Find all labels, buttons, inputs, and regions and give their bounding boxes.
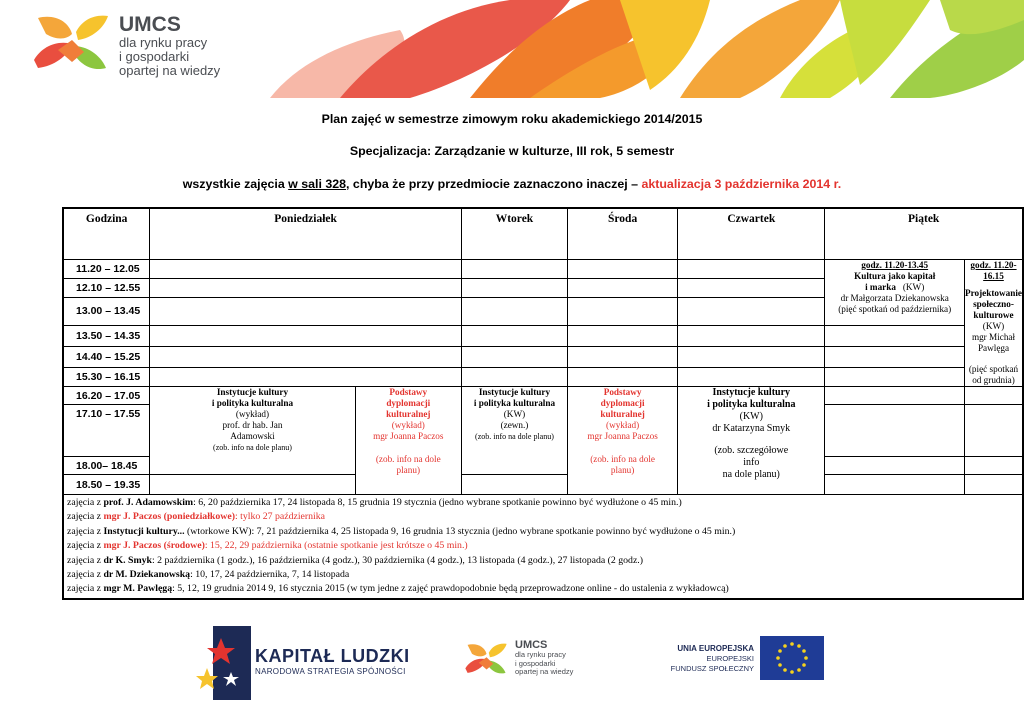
class-title: Podstawy (389, 387, 428, 397)
time-slot: 13.00 – 13.45 (63, 298, 150, 326)
empty-cell (568, 367, 678, 386)
header-banner (0, 0, 1024, 98)
empty-cell (825, 346, 965, 367)
empty-cell (825, 325, 965, 346)
class-monday-dyplomacja (355, 387, 461, 495)
empty-cell (678, 367, 825, 386)
note-teacher: mgr M. Pawlęgą (103, 583, 173, 595)
logo-sub-line: i gospodarki (119, 49, 190, 64)
page-title: Plan zajęć w semestrze zimowym roku akademickiego 2014/2015 (321, 112, 703, 126)
empty-cell (150, 325, 462, 346)
empty-cell (568, 325, 678, 346)
empty-cell (150, 475, 355, 495)
logo-sub-line: opartej na wiedzy (119, 63, 221, 78)
kapital-ludzki-text (255, 646, 410, 676)
class-type: (KW) (739, 411, 763, 422)
class-teacher: mgr Joanna Paczos (587, 431, 658, 441)
umcs-footer-sub: opartej na wiedzy (515, 667, 574, 676)
schedule-notes (63, 495, 1023, 599)
class-title: Podstawy (603, 387, 642, 397)
empty-cell (825, 387, 965, 405)
empty-cell (965, 387, 1024, 405)
note-part1: wszystkie zajęcia (182, 177, 289, 191)
class-time: godz. 11.20-13.45 (861, 260, 929, 270)
empty-cell (678, 325, 825, 346)
class-title: dyplomacji (386, 398, 431, 408)
class-friday-projektowanie (965, 260, 1024, 387)
class-title: i polityka kulturalna (473, 398, 556, 408)
note-pre: zajęcia z (67, 554, 104, 566)
note-room: w sali 328 (288, 177, 347, 191)
room-note (0, 177, 1024, 191)
eu-fund-line: FUNDUSZ SPOŁECZNY (670, 664, 754, 673)
note-teacher: dr K. Smyk (103, 554, 152, 566)
class-title: kulturalnej (600, 409, 645, 419)
note-teacher: mgr J. Paczos (poniedziałkowe) (103, 511, 235, 523)
empty-cell (461, 346, 567, 367)
kapital-ludzki-logo-icon (195, 624, 251, 702)
note-dates: : 15, 22, 29 października (ostatnie spotkanie jest krótsze o 45 min.) (204, 540, 468, 552)
empty-cell (965, 457, 1024, 475)
umcs-footer-text (515, 640, 573, 677)
footer-logos (0, 618, 1024, 725)
class-tuesday-instytucje (461, 387, 567, 475)
class-thursday-instytucje (678, 387, 825, 495)
class-teacher: dr Katarzyna Smyk (712, 423, 791, 434)
time-slot: 15.30 – 16.15 (63, 367, 150, 386)
empty-cell (461, 298, 567, 326)
class-note: (zob. info na dole planu) (475, 432, 554, 441)
specialization-line: Specjalizacja: Zarządzanie w kulturze, III rok, 5 semestr (349, 144, 675, 158)
time-slot: 16.20 – 17.05 (63, 387, 150, 405)
note-pre: zajęcia z (67, 540, 104, 552)
note-line (67, 582, 1019, 596)
class-title: i polityka kulturalna (707, 399, 796, 410)
class-monday-instytucje (150, 387, 355, 475)
header-hour: Godzina (63, 208, 150, 260)
time-slot: 13.50 – 14.35 (63, 325, 150, 346)
class-note: info (743, 457, 760, 468)
class-time: godz. 11.20-16.15 (970, 260, 1017, 281)
note-pre: zajęcia z (67, 525, 104, 537)
note-teacher: prof. J. Adamowskim (103, 497, 194, 508)
class-type: (wykład) (391, 420, 425, 430)
class-extra: (zewn.) (500, 420, 529, 430)
empty-cell (678, 279, 825, 298)
note-pre: zajęcia z (67, 511, 104, 523)
class-note: (zob. info na dole planu) (213, 443, 292, 452)
logo-name: UMCS (119, 13, 181, 36)
empty-cell (825, 367, 965, 386)
class-title: i marka (865, 282, 896, 292)
time-slot: 12.10 – 12.55 (63, 279, 150, 298)
class-teacher: Adamowski (230, 431, 275, 441)
class-note: na dole planu) (722, 469, 780, 480)
note-line (67, 568, 1019, 582)
empty-cell (568, 346, 678, 367)
empty-cell (568, 260, 678, 279)
header-wednesday: Środa (568, 208, 678, 260)
class-title: Instytucje kultury (478, 387, 551, 397)
note-pre: zajęcia z (67, 497, 104, 508)
note-part2: , chyba że przy przedmiocie zaznaczono inaczej – (346, 177, 642, 191)
header-thursday: Czwartek (678, 208, 825, 260)
class-title: i polityka kulturalna (211, 398, 294, 408)
header-friday: Piątek (825, 208, 1023, 260)
empty-cell (965, 475, 1024, 495)
class-note: (zob. info na dole (590, 454, 655, 464)
time-slot: 18.00– 18.45 (63, 457, 150, 475)
empty-cell (461, 475, 567, 495)
empty-cell (965, 405, 1024, 457)
header-monday: Poniedziałek (150, 208, 462, 260)
kl-subtitle: NARODOWA STRATEGIA SPÓJNOŚCI (255, 667, 406, 676)
empty-cell (825, 457, 965, 475)
note-dates: (wtorkowe KW): 7, 21 października 4, 25 listopada 9, 16 grudnia 13 stycznia (jedno wybrane spotkanie powinno być wydłużone o 45 min.) (184, 525, 736, 537)
umcs-logo-text (119, 14, 220, 78)
time-slot: 11.20 – 12.05 (63, 260, 150, 279)
eu-title: UNIA EUROPEJSKA (677, 644, 754, 653)
note-dates: : 10, 17, 24 października, 7, 14 listopada (190, 569, 350, 581)
umcs-footer-logo-icon (462, 638, 510, 682)
class-teacher: mgr Michał Pawlęga (971, 332, 1016, 353)
note-line (67, 554, 1019, 568)
empty-cell (150, 298, 462, 326)
note-pre: zajęcia z (67, 569, 104, 581)
empty-cell (461, 325, 567, 346)
class-type: (wykład) (606, 420, 640, 430)
note-pre: zajęcia z (67, 583, 104, 595)
empty-cell (150, 260, 462, 279)
class-note: (pięć spotkań od października) (838, 304, 952, 314)
class-teacher: dr Małgorzata Dziekanowska (840, 293, 949, 303)
note-teacher: mgr J. Paczos (środowe) (103, 540, 205, 552)
note-dates: : tylko 27 października (234, 511, 326, 523)
class-note: planu) (610, 465, 635, 475)
note-line (67, 510, 1019, 524)
class-title: Kultura jako kapitał (854, 271, 936, 281)
empty-cell (150, 346, 462, 367)
class-title: społeczno-kulturowe (973, 299, 1014, 320)
class-note: (zob. info na dole (375, 454, 441, 464)
class-note: planu) (396, 465, 421, 475)
note-teacher: Instytucji kultury... (103, 525, 185, 537)
note-line (67, 525, 1019, 539)
eu-flag-icon (760, 636, 824, 680)
timetable (62, 207, 1024, 600)
class-type: (KW) (503, 409, 526, 419)
empty-cell (678, 346, 825, 367)
kl-title: KAPITAŁ LUDZKI (255, 646, 410, 666)
empty-cell (150, 279, 462, 298)
class-teacher: mgr Joanna Paczos (373, 431, 444, 441)
class-type: (KW) (982, 321, 1005, 331)
note-line (67, 496, 1019, 510)
empty-cell (461, 279, 567, 298)
empty-cell (568, 279, 678, 298)
class-wednesday-dyplomacja (568, 387, 678, 495)
class-title: Instytucje kultury (216, 387, 289, 397)
umcs-footer-sub: dla rynku pracy (515, 650, 566, 659)
umcs-footer-sub: i gospodarki (515, 658, 556, 668)
note-dates: : 2 października (1 godz.), 16 października (4 godz.), 30 października (4 godz.), 13 listopada (4 godz.), 27 listopada (2 godz.) (151, 554, 644, 566)
class-note: (zob. szczegółowe (714, 445, 789, 456)
update-date: aktualizacja 3 października 2014 r. (641, 177, 842, 191)
class-teacher: prof. dr hab. Jan (222, 420, 283, 430)
empty-cell (825, 405, 965, 457)
umcs-logo-icon (28, 10, 114, 80)
class-type: (KW) (902, 282, 925, 292)
class-title: Instytucje kultury (712, 387, 791, 398)
empty-cell (150, 367, 462, 386)
header-tuesday: Wtorek (461, 208, 567, 260)
class-note: (pięć spotkań od grudnia) (968, 364, 1019, 385)
class-title: Projektowanie (965, 288, 1022, 298)
empty-cell (461, 367, 567, 386)
class-friday-kultura (825, 260, 965, 326)
time-slot: 14.40 – 15.25 (63, 346, 150, 367)
class-title: dyplomacji (600, 398, 645, 408)
note-line (67, 539, 1019, 553)
eu-text (642, 644, 754, 674)
time-slot: 18.50 – 19.35 (63, 475, 150, 495)
logo-sub-line: dla rynku pracy (119, 35, 208, 50)
empty-cell (461, 260, 567, 279)
empty-cell (678, 260, 825, 279)
umcs-footer-name: UMCS (515, 639, 548, 651)
note-dates: : 6, 20 października 17, 24 listopada 8, 15 grudnia 19 stycznia (jedno wybrane spotkanie powinno być wydłużone o 45 min.) (193, 497, 682, 508)
empty-cell (568, 298, 678, 326)
class-type: (wykład) (235, 409, 270, 419)
empty-cell (678, 298, 825, 326)
note-dates: : 5, 12, 19 grudnia 2014 9, 16 stycznia 2015 (w tym jedne z zajęć prawdopodobnie będą przeprowadzone online - do ustalenia z wykładowcą) (172, 583, 729, 595)
class-title: kulturalnej (386, 409, 431, 419)
empty-cell (825, 475, 965, 495)
time-slot: 17.10 – 17.55 (63, 405, 150, 457)
note-teacher: dr M. Dziekanowską (103, 569, 191, 581)
class-title-line (825, 282, 964, 293)
eu-fund-line: EUROPEJSKI (706, 654, 754, 663)
decorative-brush-strokes (240, 0, 1024, 98)
